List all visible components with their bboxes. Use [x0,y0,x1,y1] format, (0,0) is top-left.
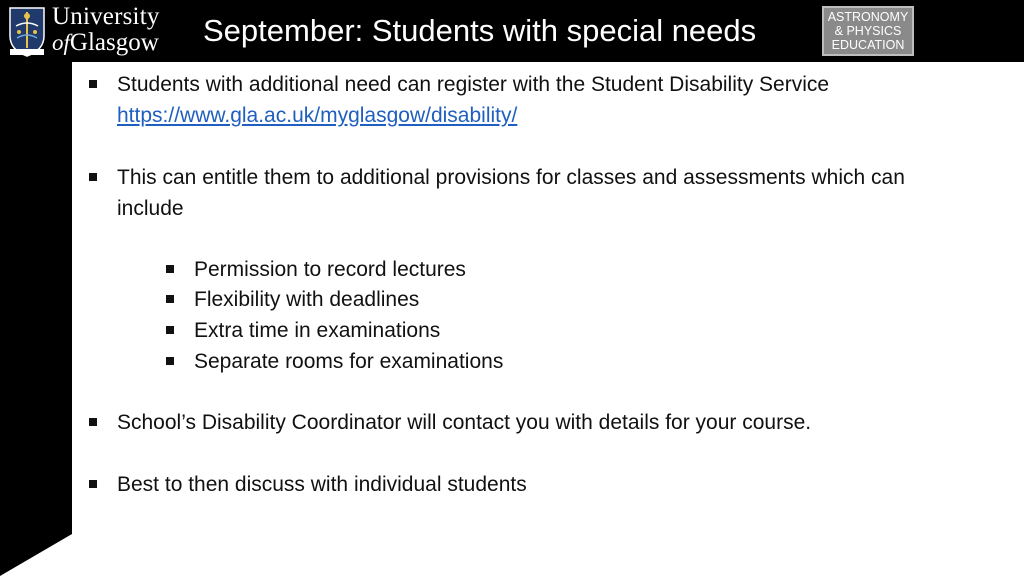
bullet-square-icon [89,480,97,488]
wordmark-glasgow: Glasgow [69,29,159,56]
bullet-square-icon [166,265,174,273]
bullet-coordinator-text: School’s Disability Coordinator will contact you with details for your course. [117,411,812,434]
bullet-square-icon [89,80,97,88]
sub-bullet-text: Extra time in examinations [194,319,441,342]
bullet-square-icon [89,173,97,181]
bullet-register [117,69,829,131]
ape-logo-line2: & PHYSICS [834,24,902,38]
sub-bullet-separate-rooms [194,346,503,377]
bullet-discuss-text: Best to then discuss with individual students [117,473,527,496]
disability-service-link[interactable]: https://www.gla.ac.uk/myglasgow/disability/ [117,104,518,127]
sub-bullet-text: Flexibility with deadlines [194,288,420,311]
bullet-entitlement-line1: This can entitle them to additional provisions for classes and assessments which can [117,166,905,189]
wordmark-of: of [52,30,70,55]
slide-title: September: Students with special needs [203,13,757,48]
bullet-coordinator [117,407,811,438]
ape-logo-line1: ASTRONOMY [827,10,909,24]
sub-bullet-record [194,254,466,285]
bullet-entitlement [117,162,905,224]
bullet-square-icon [89,418,97,426]
bullet-square-icon [166,295,174,303]
wordmark-line1: University [52,3,160,30]
sub-bullet-extra-time [194,315,440,346]
bullet-discuss [117,469,527,500]
ape-logo-line3: EDUCATION [831,38,905,52]
sub-bullet-text: Permission to record lectures [194,258,466,281]
sub-bullet-deadlines [194,284,419,315]
bullet-square-icon [166,326,174,334]
sub-bullet-text: Separate rooms for examinations [194,350,504,373]
bullet-register-text: Students with additional need can register with the Student Disability Service [117,73,830,96]
bullet-square-icon [166,357,174,365]
bullet-entitlement-line2: include [117,197,184,220]
